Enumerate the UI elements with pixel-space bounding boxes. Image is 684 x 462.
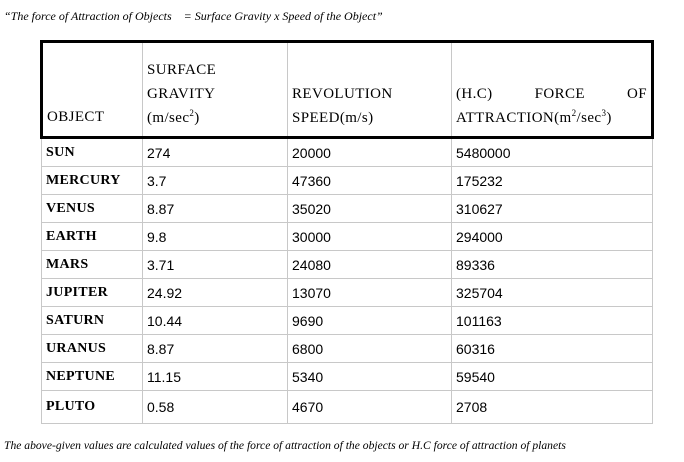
gravity-cell: 8.87 — [143, 335, 288, 363]
speed-cell: 4670 — [288, 391, 452, 424]
gravity-cell: 10.44 — [143, 307, 288, 335]
planet-force-table — [40, 40, 654, 424]
object-cell: SUN — [42, 138, 143, 167]
gravity-cell: 3.7 — [143, 167, 288, 195]
table-row — [42, 167, 653, 195]
force-cell: 59540 — [452, 363, 653, 391]
force-cell: 5480000 — [452, 138, 653, 167]
header-gravity-line1: SURFACE — [147, 62, 217, 78]
header-force-unit: $ATTRACTION(m^2/\sec^3)$ — [456, 108, 612, 126]
gravity-cell: 0.58 — [143, 391, 288, 424]
speed-cell: 35020 — [288, 195, 452, 223]
speed-cell: 30000 — [288, 223, 452, 251]
gravity-cell: 8.87 — [143, 195, 288, 223]
speed-cell: 6800 — [288, 335, 452, 363]
speed-cell: 24080 — [288, 251, 452, 279]
object-cell: NEPTUNE — [42, 363, 143, 391]
object-cell: VENUS — [42, 195, 143, 223]
speed-cell: 13070 — [288, 279, 452, 307]
header-speed-line2: SPEED(m/s) — [292, 110, 374, 126]
object-cell: SATURN — [42, 307, 143, 335]
gravity-cell: 11.15 — [143, 363, 288, 391]
object-cell: URANUS — [42, 335, 143, 363]
table-row — [42, 223, 653, 251]
force-cell: 101163 — [452, 307, 653, 335]
table-row — [42, 363, 653, 391]
header-force-line1: (H.C) FORCE OF — [456, 86, 647, 102]
header-gravity-unit: $(m/\sec^2)$ — [147, 108, 200, 126]
force-cell: 294000 — [452, 223, 653, 251]
object-cell: JUPITER — [42, 279, 143, 307]
object-cell: EARTH — [42, 223, 143, 251]
gravity-cell: 274 — [143, 138, 288, 167]
speed-cell: 20000 — [288, 138, 452, 167]
formula-caption: “The force of Attraction of Objects = Surface Gravity x Speed of the Object” — [4, 9, 383, 23]
header-surface-gravity — [143, 42, 288, 138]
table-row — [42, 335, 653, 363]
object-cell: MERCURY — [42, 167, 143, 195]
footnote-caption: The above-given values are calculated values of the force of attraction of the objects or H.C force of attraction of planets — [4, 439, 566, 452]
speed-cell: 47360 — [288, 167, 452, 195]
gravity-cell: 9.8 — [143, 223, 288, 251]
header-speed-line1: REVOLUTION — [292, 86, 393, 102]
table-row — [42, 251, 653, 279]
table-row — [42, 138, 653, 167]
header-gravity-line2: GRAVITY — [147, 86, 216, 102]
object-cell: PLUTO — [42, 391, 143, 424]
gravity-cell: 3.71 — [143, 251, 288, 279]
header-object-label: OBJECT — [47, 109, 105, 125]
force-cell: 2708 — [452, 391, 653, 424]
gravity-cell: 24.92 — [143, 279, 288, 307]
table-row — [42, 391, 653, 424]
table-row — [42, 307, 653, 335]
object-cell: MARS — [42, 251, 143, 279]
force-cell: 89336 — [452, 251, 653, 279]
force-cell: 310627 — [452, 195, 653, 223]
header-object — [42, 42, 143, 138]
speed-cell: 9690 — [288, 307, 452, 335]
speed-cell: 5340 — [288, 363, 452, 391]
force-cell: 60316 — [452, 335, 653, 363]
header-force-of-attraction — [452, 42, 653, 138]
table-row — [42, 279, 653, 307]
force-cell: 175232 — [452, 167, 653, 195]
header-revolution-speed — [288, 42, 452, 138]
table-row — [42, 195, 653, 223]
force-cell: 325704 — [452, 279, 653, 307]
table-header-row — [42, 42, 653, 138]
